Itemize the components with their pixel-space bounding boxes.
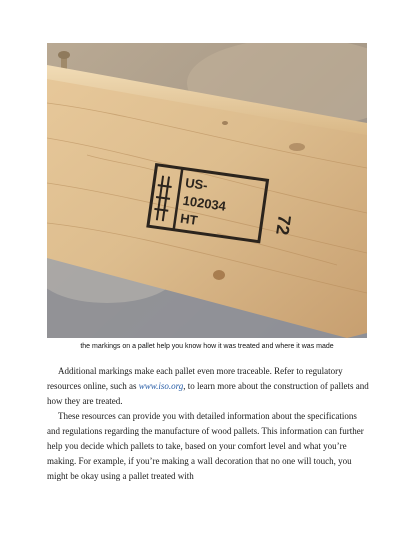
stamp-registration-number: 102034 — [181, 192, 227, 214]
stamp-country-code: US- — [184, 174, 209, 193]
iso-link[interactable]: www.iso.org — [138, 381, 184, 391]
paragraph-text: Additional markings make each pallet even more traceable. Refer to regulatory resources online, such as — [47, 366, 343, 391]
paragraph-text: , to learn more about the construction of pallets and how they are treated. — [47, 381, 369, 406]
figure-caption: the markings on a pallet help you know how it was treated and where it was made — [80, 343, 334, 350]
paragraph — [47, 364, 369, 409]
body-text — [47, 364, 369, 484]
paragraph: These resources can provide you with detailed information about the specifications and regulations regarding the manufacture of wood pallets. This information can further help you decide which pallets to take, based on your comfort level and what you’re making. For example, if you’re making a wall decoration that no one will touch, you might be okay using a pallet treated with — [47, 411, 364, 481]
stamp-side-mark: 72 — [272, 213, 295, 237]
pallet-photo — [47, 43, 367, 338]
stamp-treatment-code: HT — [179, 210, 199, 228]
